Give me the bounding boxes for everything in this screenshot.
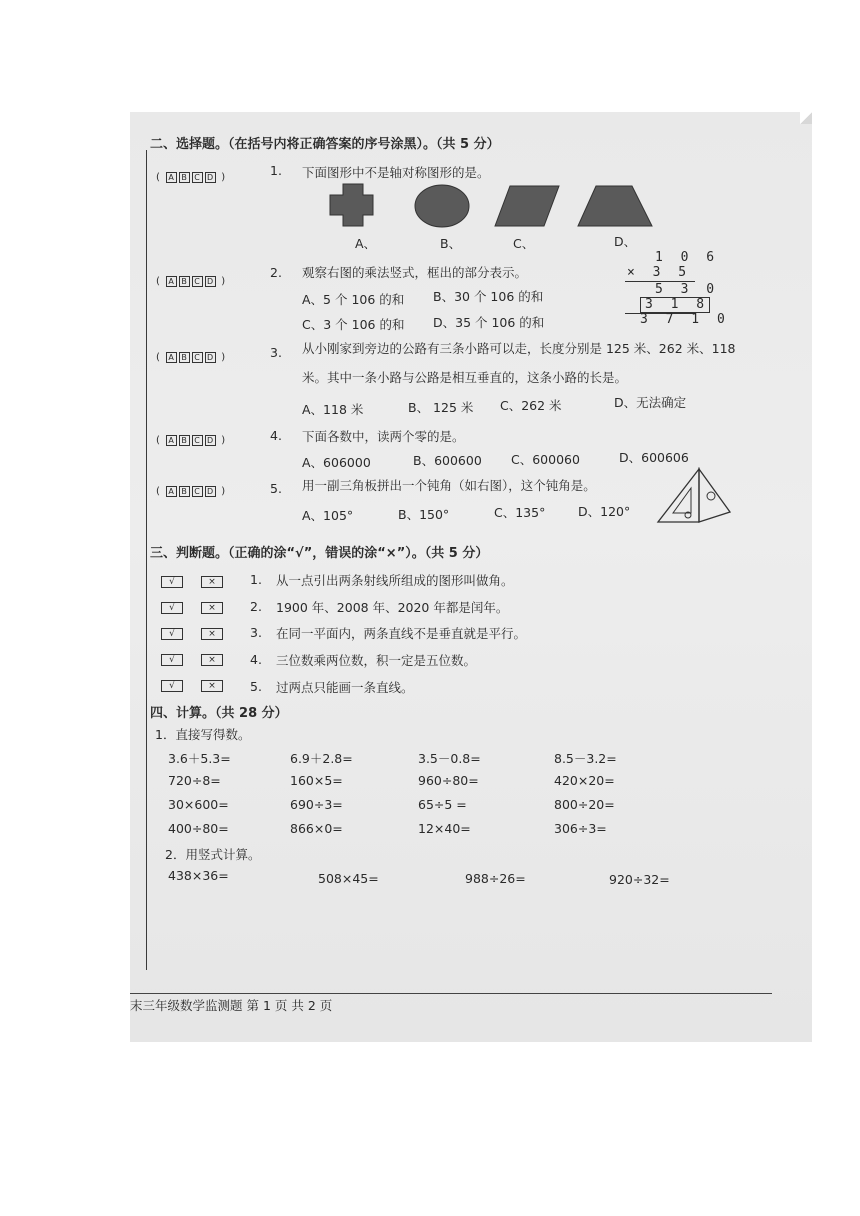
q3-text-line2: 米。其中一条小路与公路是相互垂直的，这条小路的长是。 xyxy=(302,370,628,385)
calc-r2-c3: 960÷80= xyxy=(418,773,479,788)
judge-5-cross-box[interactable]: × xyxy=(201,680,223,692)
q3-option-d: D、无法确定 xyxy=(614,395,687,410)
margin-line xyxy=(146,150,147,970)
q1-shapes xyxy=(320,180,660,230)
judge-2-text: 1900 年、2008 年、2020 年都是闰年。 xyxy=(276,600,509,615)
calc-r1-c1: 3.6＋5.3= xyxy=(168,751,231,766)
calc-r1-c3: 3.5－0.8= xyxy=(418,751,481,766)
trapezoid-shape xyxy=(578,186,652,226)
q2-option-b: B、30 个 106 的和 xyxy=(433,289,544,304)
footer-rule xyxy=(130,993,772,994)
calc-r3-c2: 690÷3= xyxy=(290,797,343,812)
q3-option-b: B、 125 米 xyxy=(408,400,474,415)
direct-calc-heading: 1．直接写得数。 xyxy=(155,727,251,742)
q3-option-c: C、262 米 xyxy=(500,398,562,413)
q2-option-c: C、3 个 106 的和 xyxy=(302,317,405,332)
judge-4-number: 4. xyxy=(250,652,262,667)
judge-4-text: 三位数乘两位数，积一定是五位数。 xyxy=(276,653,477,668)
q4-number: 4. xyxy=(270,428,282,443)
q1-label-a: A、 xyxy=(355,236,377,251)
judge-3-cross-box[interactable]: × xyxy=(201,628,223,640)
q2-answer-options[interactable]: ( A B C D ) xyxy=(156,276,227,287)
q2-option-d: D、35 个 106 的和 xyxy=(433,315,545,330)
judge-1-check-box[interactable]: √ xyxy=(161,576,183,588)
q3-answer-options[interactable]: ( A B C D ) xyxy=(156,352,227,363)
vertical-calc-1: 438×36= xyxy=(168,868,229,883)
q5-text: 用一副三角板拼出一个钝角（如右图），这个钝角是。 xyxy=(302,478,596,493)
q4-option-b: B、600600 xyxy=(413,453,482,468)
judge-5-check-box[interactable]: √ xyxy=(161,680,183,692)
q1-number: 1. xyxy=(270,163,282,178)
judge-3-check-box[interactable]: √ xyxy=(161,628,183,640)
calc-line-3: 5 3 0 xyxy=(655,282,720,297)
q5-option-d: D、120° xyxy=(578,504,631,519)
q5-number: 5. xyxy=(270,481,282,496)
q2-number: 2. xyxy=(270,265,282,280)
page-footer: 末三年级数学监测题 第 1 页 共 2 页 xyxy=(130,998,333,1013)
q2-text: 观察右图的乘法竖式，框出的部分表示。 xyxy=(302,265,528,280)
judge-2-number: 2. xyxy=(250,599,262,614)
calc-r1-c2: 6.9＋2.8= xyxy=(290,751,353,766)
judge-3-text: 在同一平面内，两条直线不是垂直就是平行。 xyxy=(276,626,527,641)
page-fold-corner xyxy=(800,112,812,124)
calc-line-2: × 3 5 xyxy=(627,265,692,280)
calc-r2-c2: 160×5= xyxy=(290,773,343,788)
q4-text: 下面各数中，读两个零的是。 xyxy=(302,429,465,444)
q1-label-b: B、 xyxy=(440,236,462,251)
q4-answer-options[interactable]: ( A B C D ) xyxy=(156,435,227,446)
judge-1-cross-box[interactable]: × xyxy=(201,576,223,588)
judge-5-text: 过两点只能画一条直线。 xyxy=(276,680,414,695)
q5-option-a: A、105° xyxy=(302,508,354,523)
vertical-calc-heading: 2．用竖式计算。 xyxy=(165,847,261,862)
q4-option-d: D、600606 xyxy=(619,450,689,465)
q1-answer-options[interactable]: ( A B C D ) xyxy=(156,172,227,183)
vertical-calc-4: 920÷32= xyxy=(609,872,670,887)
q1-text: 下面图形中不是轴对称图形的是。 xyxy=(302,165,490,180)
calc-r2-c1: 720÷8= xyxy=(168,773,221,788)
calc-line-1: 1 0 6 xyxy=(655,250,720,265)
calc-r4-c1: 400÷80= xyxy=(168,821,229,836)
q5-option-b: B、150° xyxy=(398,507,450,522)
judge-2-check-box[interactable]: √ xyxy=(161,602,183,614)
calc-r2-c4: 420×20= xyxy=(554,773,615,788)
q2-option-a: A、5 个 106 的和 xyxy=(302,292,405,307)
judge-5-number: 5. xyxy=(250,679,262,694)
q1-label-c: C、 xyxy=(513,236,535,251)
q4-option-a: A、606000 xyxy=(302,455,371,470)
q5-answer-options[interactable]: ( A B C D ) xyxy=(156,486,227,497)
q3-number: 3. xyxy=(270,345,282,360)
calc-line-4-boxed: 3 1 8 xyxy=(640,297,710,313)
calc-r4-c3: 12×40= xyxy=(418,821,471,836)
calc-r4-c2: 866×0= xyxy=(290,821,343,836)
judge-1-text: 从一点引出两条射线所组成的图形叫做角。 xyxy=(276,573,514,588)
calc-r3-c3: 65÷5 = xyxy=(418,797,467,812)
calc-r3-c4: 800÷20= xyxy=(554,797,615,812)
vertical-calc-3: 988÷26= xyxy=(465,871,526,886)
q4-option-c: C、600060 xyxy=(511,452,580,467)
q1-label-d: D、 xyxy=(614,234,637,249)
q5-option-c: C、135° xyxy=(494,505,546,520)
section3-title: 三、判断题。（正确的涂“√”，错误的涂“×”）。（共 5 分） xyxy=(150,546,489,561)
triangle-rulers-figure xyxy=(655,466,735,528)
parallelogram-shape xyxy=(495,186,559,226)
calc-r4-c4: 306÷3= xyxy=(554,821,607,836)
ellipse-shape xyxy=(415,185,469,227)
judge-1-number: 1. xyxy=(250,572,262,587)
judge-4-check-box[interactable]: √ xyxy=(161,654,183,666)
calc-r3-c1: 30×600= xyxy=(168,797,229,812)
judge-3-number: 3. xyxy=(250,625,262,640)
calc-line-5: 3 7 1 0 xyxy=(640,312,730,327)
vertical-calc-2: 508×45= xyxy=(318,871,379,886)
judge-4-cross-box[interactable]: × xyxy=(201,654,223,666)
cross-shape xyxy=(330,184,373,226)
section4-title: 四、计算。（共 28 分） xyxy=(150,706,288,721)
q3-text-line1: 从小刚家到旁边的公路有三条小路可以走，长度分别是 125 米、262 米、118 xyxy=(302,341,736,356)
section2-title: 二、选择题。（在括号内将正确答案的序号涂黑）。（共 5 分） xyxy=(150,137,500,152)
calc-r1-c4: 8.5－3.2= xyxy=(554,751,617,766)
q3-option-a: A、118 米 xyxy=(302,402,364,417)
judge-2-cross-box[interactable]: × xyxy=(201,602,223,614)
